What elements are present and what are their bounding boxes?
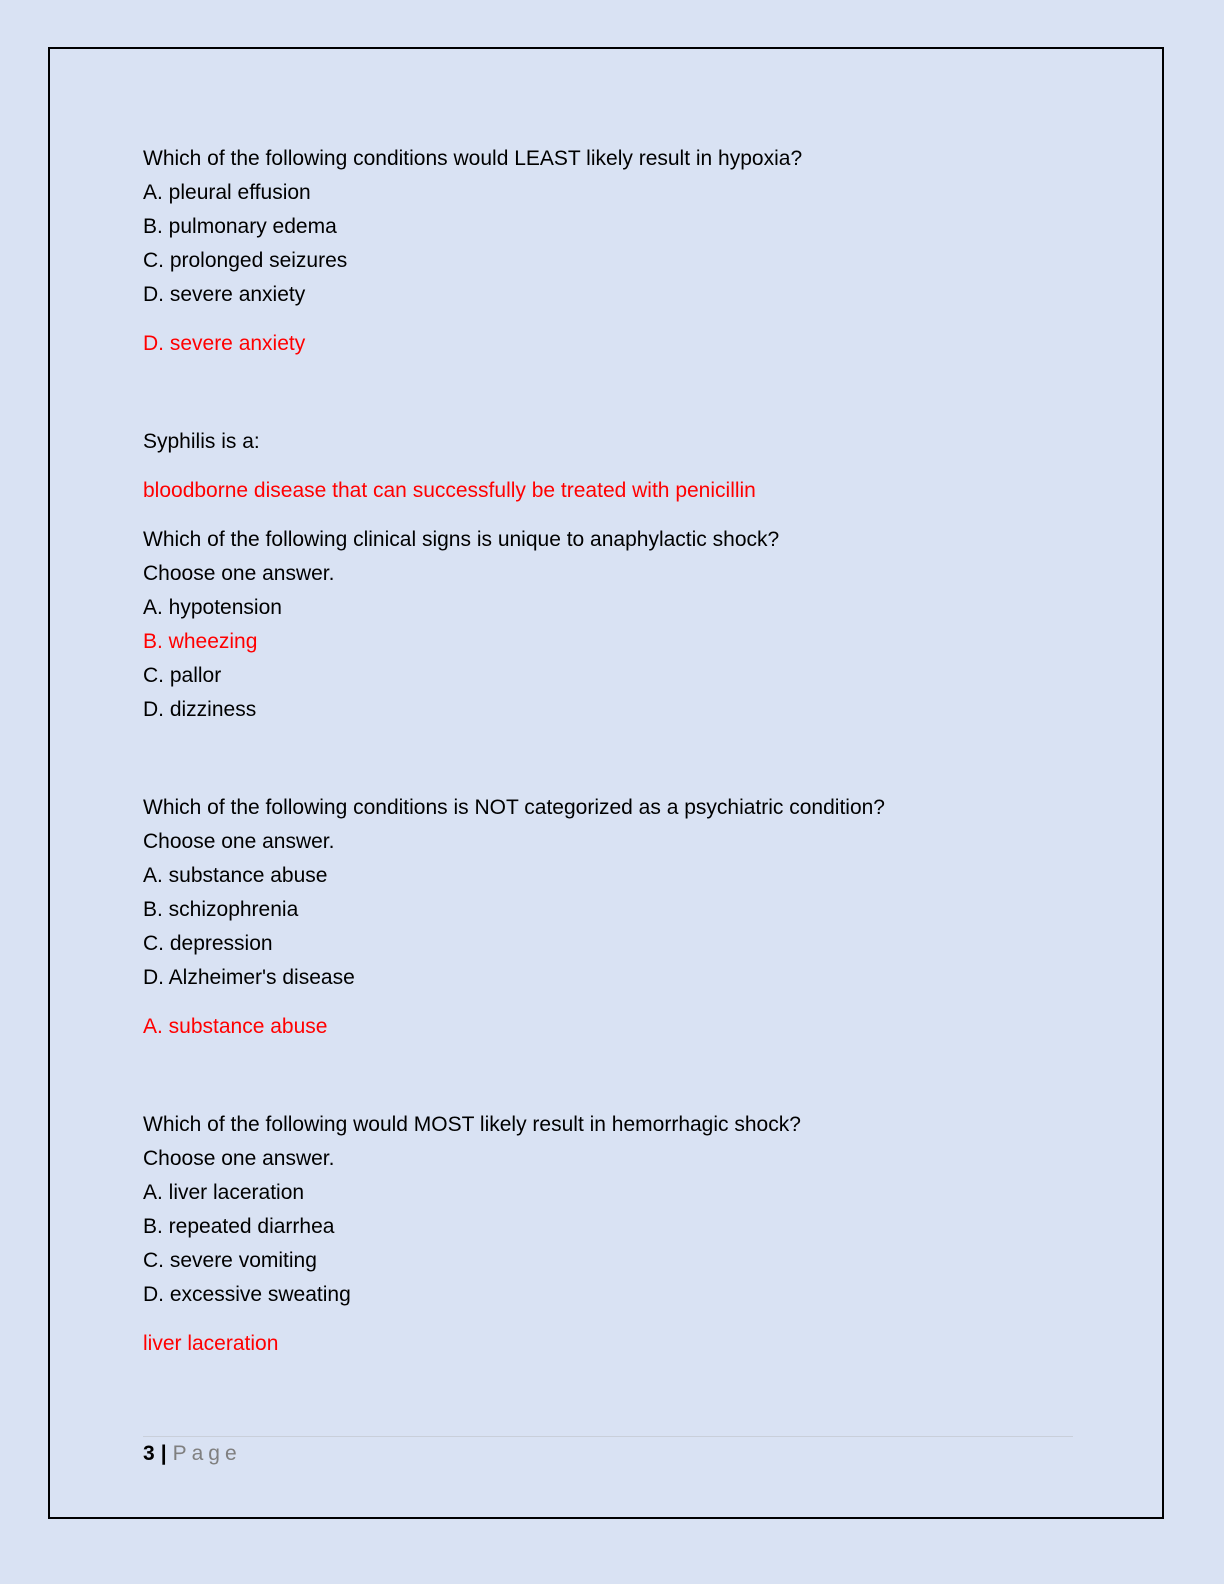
correct-answer: bloodborne disease that can successfully be treated with penicillin: [143, 479, 756, 502]
correct-answer: D. severe anxiety: [143, 332, 306, 355]
answer-option: D. dizziness: [143, 698, 257, 721]
answer-option: D. excessive sweating: [143, 1283, 351, 1306]
answer-option: A. liver laceration: [143, 1181, 305, 1204]
answer-option: D. severe anxiety: [143, 283, 306, 306]
answer-option: C. depression: [143, 932, 273, 955]
question-text: Which of the following clinical signs is unique to anaphylactic shock?: [143, 528, 780, 551]
question-block: [143, 791, 1073, 1044]
question-text: Which of the following conditions is NOT categorized as a psychiatric condition?: [143, 796, 885, 819]
answer-option: B. pulmonary edema: [143, 215, 337, 238]
footer-separator: |: [160, 1442, 167, 1465]
page-label: Page: [172, 1442, 242, 1465]
question-text: Syphilis is a:: [143, 430, 260, 453]
correct-answer: A. substance abuse: [143, 1015, 328, 1038]
answer-option: B. repeated diarrhea: [143, 1215, 335, 1238]
answer-option: C. severe vomiting: [143, 1249, 317, 1272]
answer-option: A. substance abuse: [143, 864, 328, 887]
answer-option: D. Alzheimer's disease: [143, 966, 355, 989]
question-text: Which of the following would MOST likely result in hemorrhagic shock?: [143, 1113, 801, 1136]
question-block: [143, 425, 1073, 508]
question-block: [143, 142, 1073, 361]
question-instruction: Choose one answer.: [143, 1147, 335, 1170]
question-block: [143, 523, 1073, 727]
answer-option: C. pallor: [143, 664, 222, 687]
answer-option: B. schizophrenia: [143, 898, 299, 921]
question-block: [143, 1108, 1073, 1361]
question-text: Which of the following conditions would LEAST likely result in hypoxia?: [143, 147, 803, 170]
answer-option: A. pleural effusion: [143, 181, 311, 204]
question-instruction: Choose one answer.: [143, 830, 335, 853]
footer-divider: [143, 1436, 1073, 1437]
answer-option: A. hypotension: [143, 596, 282, 619]
document-content: [143, 142, 1073, 1361]
answer-option: C. prolonged seizures: [143, 249, 348, 272]
answer-option-correct: B. wheezing: [143, 630, 258, 653]
correct-answer: liver laceration: [143, 1332, 279, 1355]
page-number: 3: [143, 1442, 155, 1465]
question-instruction: Choose one answer.: [143, 562, 335, 585]
page-footer: [143, 1440, 242, 1468]
